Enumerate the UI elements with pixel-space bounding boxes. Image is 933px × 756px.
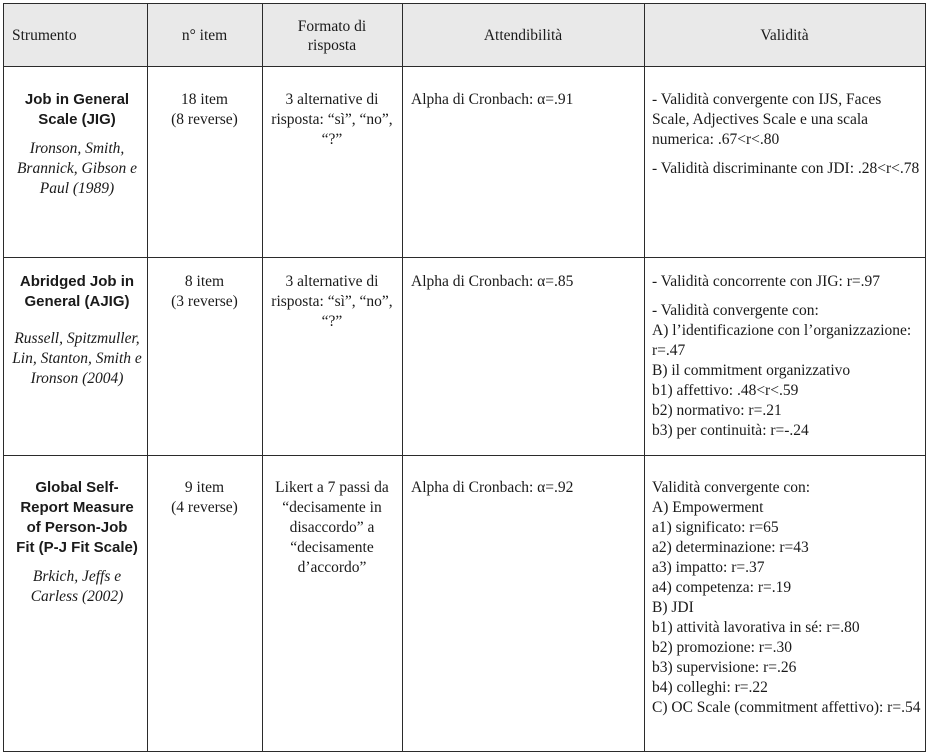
instrument-name: Job in General Scale (JIG): [24, 91, 130, 128]
item-count: 9 item: [184, 479, 225, 496]
row-1-validita: [652, 90, 920, 179]
validita-line: b4) colleghi: r=.22: [652, 679, 768, 696]
reverse-count: (4 reverse): [171, 499, 238, 516]
validita-line: - Validità discriminante con JDI: .28<r<.78: [652, 160, 920, 177]
validita-line: a1) significato: r=65: [652, 519, 779, 536]
row-2-strumento: [10, 272, 144, 389]
validita-line: b1) attività lavorativa in sé: r=.80: [652, 619, 860, 636]
item-count: 8 item: [184, 273, 225, 290]
validita-line: - Validità concorrente con JIG: r=.97: [652, 273, 880, 290]
header-formato: Formato di risposta: [297, 17, 367, 54]
validita-line: a4) competenza: r=.19: [652, 579, 792, 596]
instrument-authors: Ironson, Smith, Brannick, Gibson e Paul (1989): [16, 140, 138, 197]
instrument-name: Global Self-Report Measure of Person-Job Fit (P-J Fit Scale): [16, 479, 138, 556]
validita-line: B) il commitment organizzativo: [652, 362, 851, 379]
row-divider: [4, 257, 925, 258]
header-n-item: n° item: [181, 27, 228, 44]
row-divider: [4, 455, 925, 456]
validita-line: a3) impatto: r=.37: [652, 559, 765, 576]
row-2-alpha: Alpha di Cronbach: α=.85: [411, 273, 574, 290]
row-1-alpha: Alpha di Cronbach: α=.91: [411, 91, 574, 108]
validita-line: b2) normativo: r=.21: [652, 402, 782, 419]
instrument-authors: Russell, Spitzmuller, Lin, Stanton, Smith e Ironson (2004): [12, 330, 142, 387]
validita-line: C) OC Scale (commitment affettivo): r=.54: [652, 699, 921, 716]
row-2-items: [147, 272, 262, 312]
header-attendibilita: Attendibilità: [483, 27, 563, 44]
row-1-formato: 3 alternative di risposta: “sì”, “no”, “?”: [271, 91, 393, 148]
validita-line: b1) affettivo: .48<r<.59: [652, 382, 799, 399]
header-strumento: Strumento: [12, 27, 77, 44]
validita-line: - Validità convergente con IJS, Faces Scale, Adjectives Scale e una scala numerica: .67<r<.80: [652, 91, 882, 148]
validita-line: a2) determinazione: r=43: [652, 539, 809, 556]
instrument-authors: Brkich, Jeffs e Carless (2002): [30, 568, 124, 605]
row-3-formato: Likert a 7 passi da “decisamente in disaccordo” a “decisamente d’accordo”: [275, 479, 389, 576]
row-3-validita: [652, 478, 922, 718]
row-3-strumento: [10, 478, 144, 607]
validita-line: b2) promozione: r=.30: [652, 639, 793, 656]
column-divider: [262, 4, 263, 751]
row-1-items: [147, 90, 262, 130]
validita-line: - Validità convergente con:: [652, 302, 819, 319]
instrument-name: Abridged Job in General (AJIG): [19, 273, 135, 310]
column-divider: [402, 4, 403, 751]
validita-line: b3) per continuità: r=-.24: [652, 422, 809, 439]
validita-line: b3) supervisione: r=.26: [652, 659, 797, 676]
validita-line: A) l’identificazione con l’organizzazione: r=.47: [652, 322, 912, 359]
validita-line: Validità convergente con:: [652, 479, 811, 496]
header-validita: Validità: [760, 27, 809, 44]
validita-line: B) JDI: [652, 599, 694, 616]
reverse-count: (8 reverse): [171, 111, 238, 128]
row-2-validita: [652, 272, 922, 441]
comparison-table: [3, 3, 926, 752]
row-1-strumento: [10, 90, 144, 199]
item-count: 18 item: [181, 91, 228, 108]
validita-line: A) Empowerment: [652, 499, 764, 516]
reverse-count: (3 reverse): [171, 293, 238, 310]
row-3-alpha: Alpha di Cronbach: α=.92: [411, 479, 574, 496]
column-divider: [644, 4, 645, 751]
row-3-items: [147, 478, 262, 518]
row-2-formato: 3 alternative di risposta: “sì”, “no”, “?”: [271, 273, 393, 330]
